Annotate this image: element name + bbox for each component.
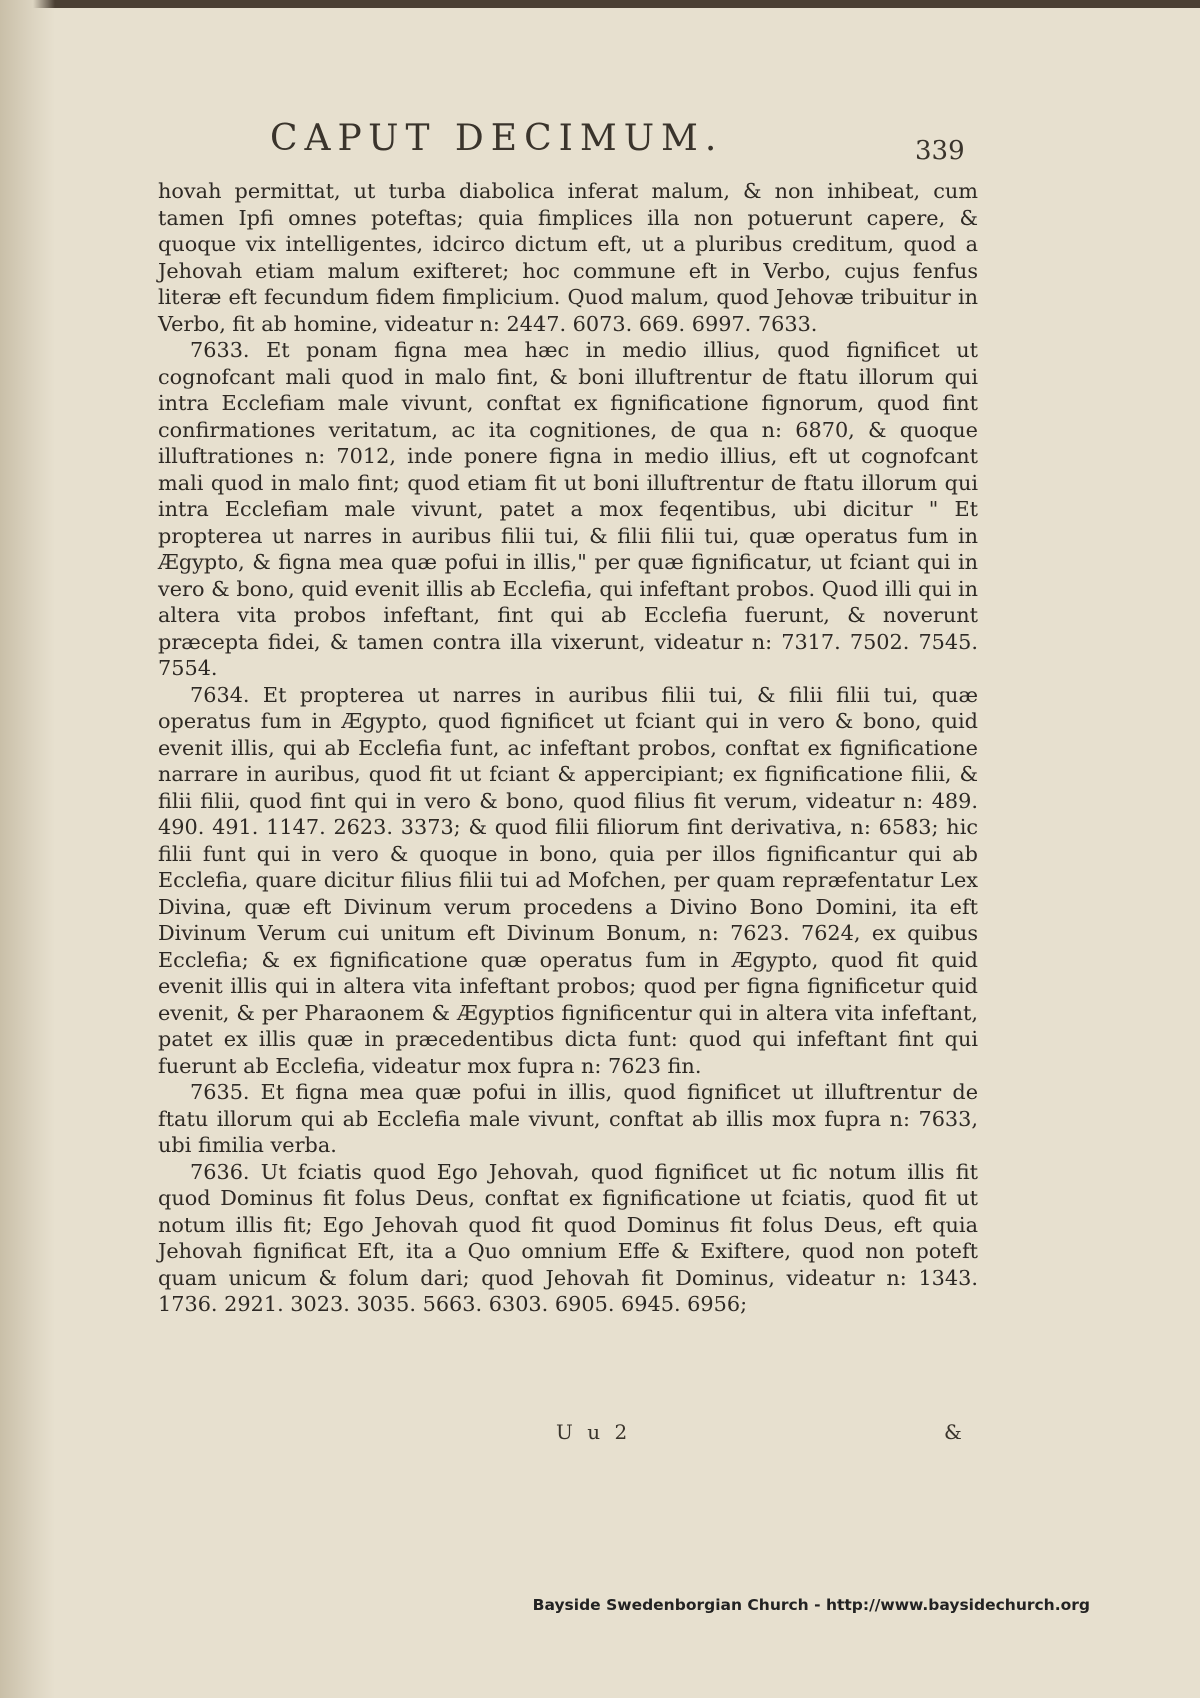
paragraph-7635: 7635. Et figna mea quæ pofui in illis, quod fignificet ut illuftrentur de ftatu illorum qui ab Ecclefia male vivunt, conftat ab illis mox fupra n: 7633, ubi fimilia verba. (158, 1080, 978, 1157)
paragraph-7633: 7633. Et ponam figna mea hæc in medio illius, quod fignificet ut cognofcant mali quod in malo fint, & boni illuftrentur de ftatu illorum qui intra Ecclefiam male vivunt, conftat ex fignificatione fignorum, quod fint confirmationes veritatum, ac ita cognitiones, de qua n: 6870, & quoque illuftrationes n: 7012, inde ponere figna in medio illius, eft ut cognofcant mali quod in malo fint; quod etiam fit ut boni illuftrentur de ftatu illorum qui intra Ecclefiam male vivunt, patet a mox feqentibus, ubi dicitur " Et propterea ut narres in auribus filii tui, & filii filii tui, quæ operatus fum in Ægypto, & figna mea quæ pofui in illis," per quæ fignificatur, ut fciant qui in vero & bono, quid evenit illis ab Ecclefia, qui infeftant probos. Quod illi qui in altera vita probos infeftant, fint qui ab Ecclefia fuerunt, & noverunt præcepta fidei, & tamen contra illa vixerunt, videatur n: 7317. 7502. 7545. 7554. (158, 338, 978, 680)
catchword: & (944, 1420, 962, 1444)
footer-credit: Bayside Swedenborgian Church - http://www.baysidechurch.org (532, 1596, 1090, 1614)
running-head: CAPUT DECIMUM. (270, 118, 724, 159)
paragraph-continuation: hovah permittat, ut turba diabolica inferat malum, & non inhibeat, cum tamen Ipfi omnes poteftas; quia fimplices illa non potuerunt capere, & quoque vix intelligentes, idcirco dictum eft, ut a pluribus creditum, quod a Jehovah etiam malum exifteret; hoc commune eft in Verbo, cujus fenfus literæ eft fecundum fidem fimplicium. Quod malum, quod Jehovæ tribuitur in Verbo, fit ab homine, videatur n: 2447. 6073. 669. 6997. 7633. (158, 179, 978, 336)
paragraph-7634: 7634. Et propterea ut narres in auribus filii tui, & filii filii tui, quæ operatus fum in Ægypto, quod fignificet ut fciant qui in vero & bono, quid evenit illis, qui ab Ecclefia funt, ac infeftant probos, conftat ex fignificatione narrare in auribus, quod fit ut fciant & appercipiant; ex fignificatione filii, & filii filii, quod fint qui in vero & bono, quod filius fit verum, videatur n: 489. 490. 491. 1147. 2623. 3373; & quod filii filiorum fint derivativa, n: 6583; hic filii funt qui in vero & quoque in bono, quia per illos fignificantur qui ab Ecclefia, quare dicitur filius filii tui ad Mofchen, per quam repræfentatur Lex Divina, quæ eft Divinum verum procedens a Divino Bono Domini, ita eft Divinum Verum cui unitum eft Divinum Bonum, n: 7623. 7624, ex quibus Ecclefia; & ex fignificatione quæ operatus fum in Ægypto, quod fit quid evenit illis qui in altera vita infeftant probos; quod per figna fignificetur quid evenit, & per Pharaonem & Ægyptios fignificentur qui in altera vita infeftant, patet ex illis quæ in præcedentibus dicta funt: quod qui infeftant fint qui fuerunt ab Ecclefia, videatur mox fupra n: 7623 fin. (158, 682, 978, 1078)
body-text (158, 178, 978, 1318)
page-number: 339 (915, 136, 965, 166)
paragraph-7636: 7636. Ut fciatis quod Ego Jehovah, quod fignificet ut fic notum illis fit quod Dominus fit folus Deus, conftat ex fignificatione ut fciatis, quod fit ut notum illis fit; Ego Jehovah quod fit quod Dominus fit folus Deus, eft quia Jehovah fignificat Eft, ita a Quo omnium Effe & Exiftere, quod non poteft quam unicum & folum dari; quod Jehovah fit Dominus, videatur n: 1343. 1736. 2921. 3023. 3035. 5663. 6303. 6905. 6945. 6956; (158, 1159, 978, 1316)
signature-mark: U u 2 (556, 1420, 632, 1444)
